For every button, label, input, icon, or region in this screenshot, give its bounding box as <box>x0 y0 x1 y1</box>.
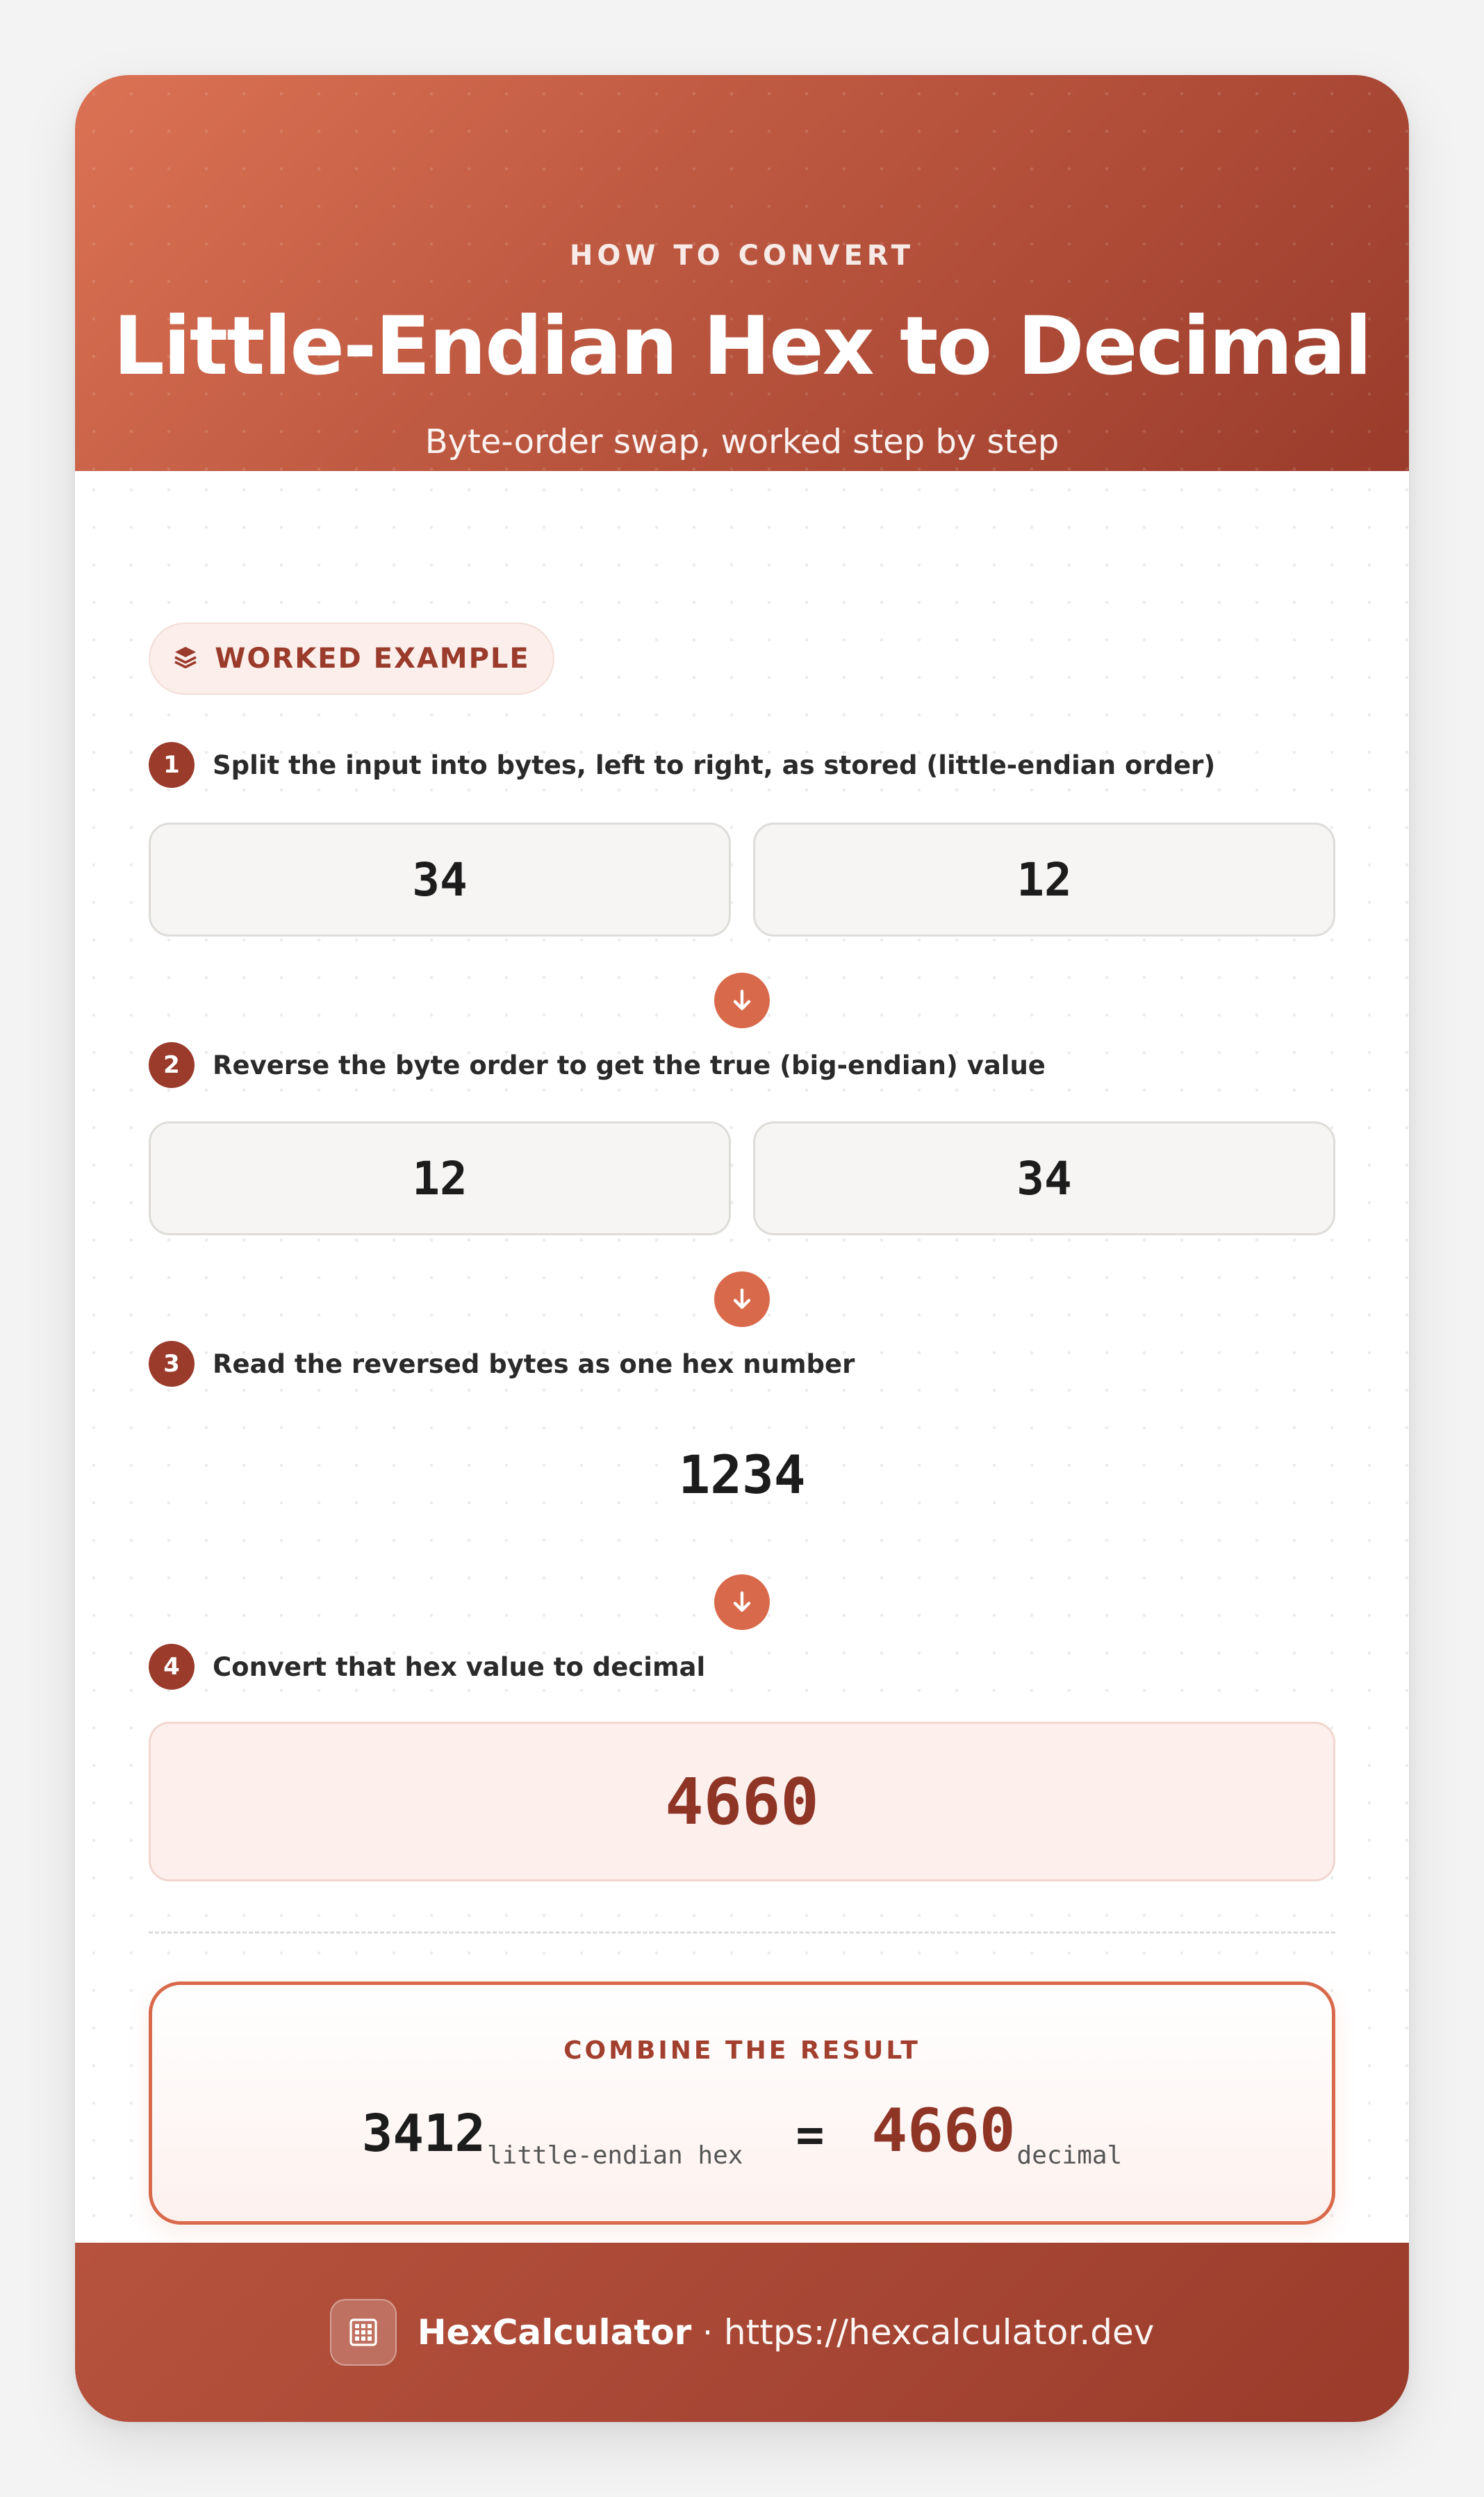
step-number: 3 <box>149 1341 195 1387</box>
byte-box: 12 <box>753 823 1335 937</box>
footer <box>75 2243 1409 2422</box>
step-number: 2 <box>149 1042 195 1088</box>
byte-box: 34 <box>149 823 731 937</box>
layers-icon <box>173 645 198 673</box>
header <box>75 75 1409 471</box>
arrow-down-icon <box>714 973 770 1028</box>
output-base-label: decimal <box>1016 2141 1123 2170</box>
step-number: 1 <box>149 742 195 788</box>
page-subtitle: Byte-order swap, worked step by step <box>424 422 1060 461</box>
byte-box: 12 <box>149 1121 731 1235</box>
step-3 <box>149 1341 855 1387</box>
footer-separator: · <box>702 2314 713 2351</box>
page-title: Little-Endian Hex to Decimal <box>113 299 1371 393</box>
equals-sign: = <box>795 2108 825 2163</box>
header-eyebrow: HOW TO CONVERT <box>569 240 915 272</box>
arrow-down-icon <box>714 1271 770 1327</box>
combine-result-panel <box>149 1981 1335 2225</box>
calculator-icon <box>330 2299 397 2366</box>
byte-box: 34 <box>753 1121 1335 1235</box>
step-label: Split the input into bytes, left to right, as stored (little-endian order) <box>213 750 1216 780</box>
divider <box>149 1931 1335 1934</box>
input-base-label: little-endian hex <box>486 2141 743 2170</box>
site-url[interactable]: https://hexcalculator.dev <box>723 2312 1155 2352</box>
step-4 <box>149 1644 705 1690</box>
input-hex-value: 3412 <box>361 2104 486 2164</box>
decimal-result: 4660 <box>149 1722 1335 1881</box>
infographic-card <box>75 75 1409 2422</box>
step-1 <box>149 742 1215 788</box>
hex-value: 1234 <box>678 1444 806 1506</box>
output-decimal-value: 4660 <box>871 2096 1016 2166</box>
step-label: Convert that hex value to decimal <box>213 1651 706 1682</box>
content-area <box>75 471 1409 2243</box>
worked-example-badge <box>149 623 554 695</box>
step-label: Read the reversed bytes as one hex number <box>213 1349 855 1379</box>
step-label: Reverse the byte order to get the true (big-endian) value <box>213 1050 1046 1080</box>
step-number: 4 <box>149 1644 195 1690</box>
result-equation <box>152 2096 1332 2170</box>
arrow-down-icon <box>714 1574 770 1630</box>
badge-label: WORKED EXAMPLE <box>215 643 530 675</box>
brand-name: HexCalculator <box>417 2312 692 2352</box>
step-2 <box>149 1042 1046 1088</box>
combine-label: COMBINE THE RESULT <box>563 2036 921 2065</box>
